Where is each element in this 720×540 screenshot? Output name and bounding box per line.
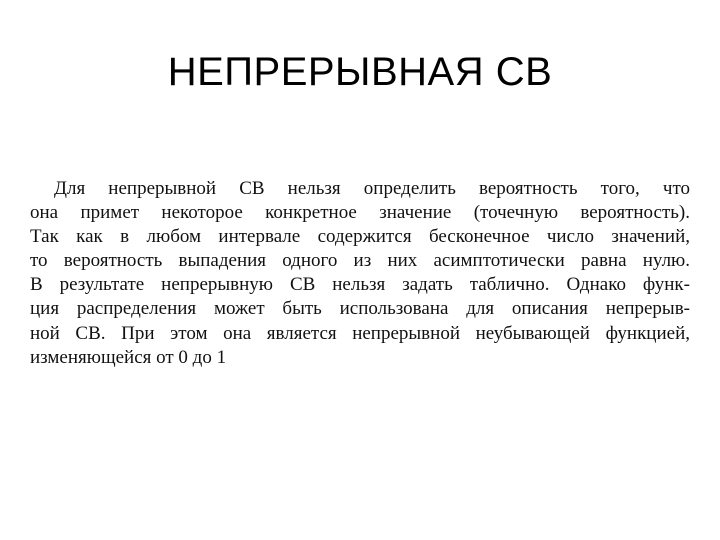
paragraph-line: В результате непрерывную СВ нельзя задать таблично. Однако функ- [30,274,690,296]
body-paragraph [30,177,690,370]
paragraph-line: она примет некоторое конкретное значение (точечную вероятность). [30,202,690,224]
paragraph-line: Так как в любом интервале содержится бесконечное число значений, [30,226,690,248]
paragraph-line: изменяющейся от 0 до 1 [30,346,227,368]
paragraph-line: ция распределения может быть использована для описания непрерыв- [30,298,690,320]
paragraph-line: то вероятность выпадения одного из них асимптотически равна нулю. [30,250,690,272]
paragraph-line: ной СВ. При этом она является непрерывной неубывающей функцией, [30,322,690,344]
slide-title: НЕПРЕРЫВНАЯ СВ [167,50,553,94]
paragraph-line: Для непрерывной СВ нельзя определить вероятность того, что [54,178,690,199]
